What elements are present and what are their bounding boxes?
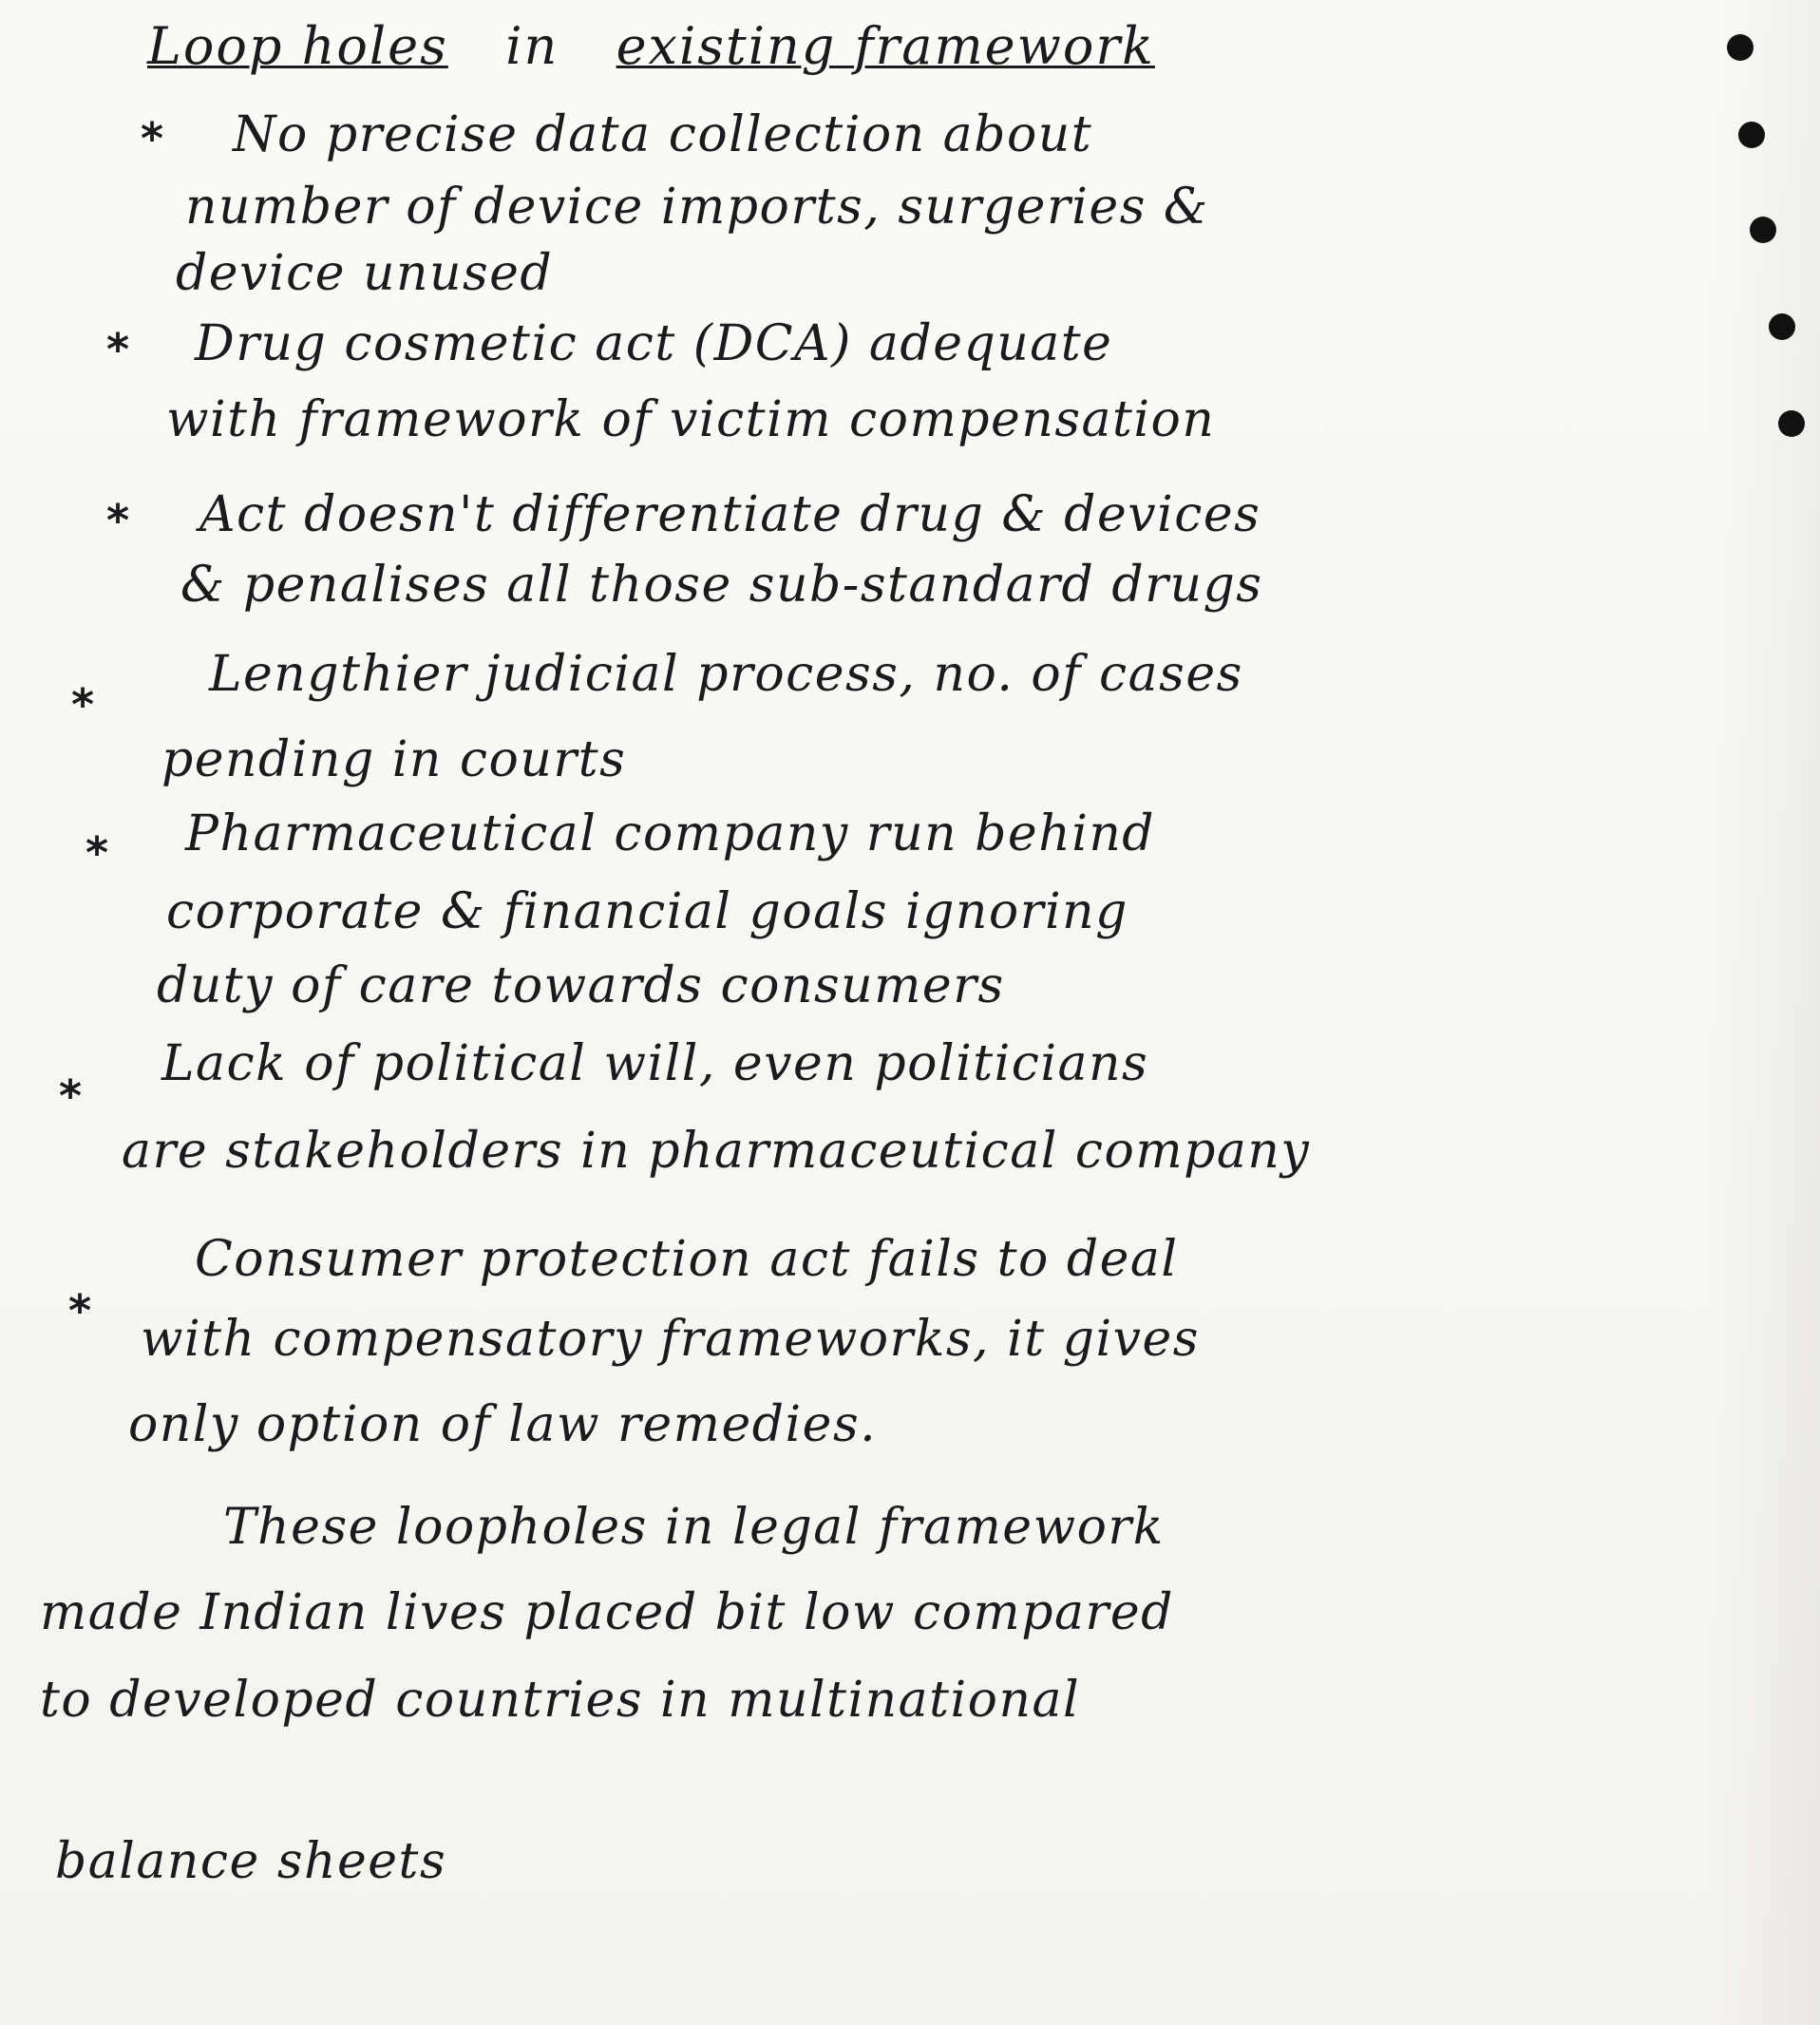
bullet-asterisk: * (71, 679, 95, 730)
note-line: Lack of political will, even politicians (161, 1035, 1149, 1092)
note-line: number of device imports, surgeries & (185, 179, 1209, 236)
bullet-asterisk: * (85, 827, 109, 879)
note-line: These loopholes in legal framework (223, 1499, 1165, 1556)
note-line: made Indian lives placed bit low compared (40, 1584, 1174, 1641)
note-line: corporate & financial goals ignoring (166, 883, 1128, 940)
page-shadow (1706, 0, 1820, 2025)
note-line: balance sheets (55, 1833, 447, 1890)
note-line: to developed countries in multinational (40, 1672, 1081, 1729)
note-line: pending in courts (161, 731, 627, 788)
note-line: Act doesn't differentiate drug & devices (199, 486, 1261, 543)
punch-hole (1738, 122, 1765, 148)
punch-hole (1727, 34, 1754, 61)
note-line: duty of care towards consumers (157, 957, 1005, 1014)
note-line: only option of law remedies. (128, 1396, 878, 1453)
note-line: are stakeholders in pharmaceutical company (122, 1123, 1311, 1180)
bullet-asterisk: * (59, 1070, 83, 1122)
bullet-asterisk: * (141, 113, 164, 164)
punch-hole (1769, 313, 1795, 340)
heading-word-loopholes: Loop holes (147, 16, 448, 76)
heading-word-in: in (505, 16, 559, 76)
bullet-asterisk: * (68, 1285, 92, 1336)
note-line: Consumer protection act fails to deal (195, 1231, 1179, 1288)
punch-hole (1778, 410, 1805, 437)
note-line: with compensatory frameworks, it gives (141, 1311, 1200, 1368)
note-line: Lengthier judicial process, no. of cases (209, 646, 1243, 703)
punch-hole (1750, 217, 1776, 243)
page-heading (147, 17, 1155, 76)
note-line: & penalises all those sub-standard drugs (180, 557, 1263, 614)
note-line: No precise data collection about (233, 106, 1093, 163)
bullet-asterisk: * (106, 324, 130, 375)
heading-word-existing-framework: existing framework (616, 16, 1155, 76)
note-line: device unused (176, 245, 554, 302)
note-line: Pharmaceutical company run behind (185, 805, 1156, 862)
note-line: with framework of victim compensation (166, 391, 1216, 448)
bullet-asterisk: * (106, 495, 130, 546)
note-line: Drug cosmetic act (DCA) adequate (195, 315, 1113, 372)
